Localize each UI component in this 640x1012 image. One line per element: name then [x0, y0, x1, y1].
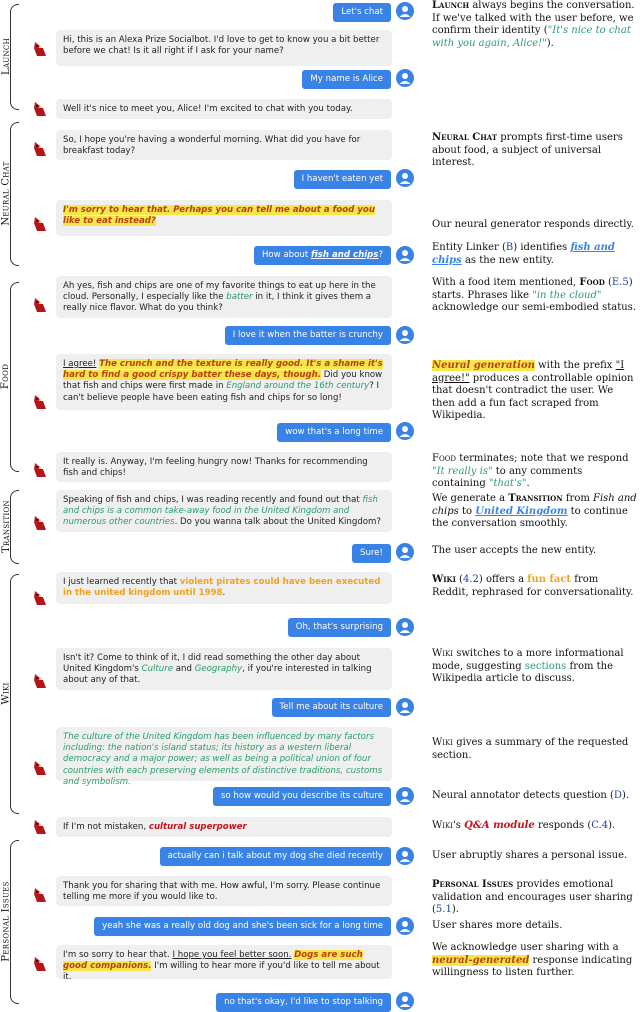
module-name: Transition — [508, 493, 563, 504]
bot-message — [56, 276, 392, 318]
annotation-wiki-informational — [432, 648, 638, 686]
user-message-text: How about — [261, 250, 311, 260]
annotation-quote: "that's" — [488, 478, 527, 489]
user-message-text: Tell me about its culture — [279, 702, 383, 712]
bot-message-text: and — [173, 664, 195, 675]
bot-message-text: I just learned recently that — [63, 577, 180, 587]
user-message-text: I love it when the batter is crunchy — [232, 330, 383, 340]
section-neural-chat-text: Neural Chat — [0, 160, 12, 226]
annotation-text: ). — [608, 820, 616, 831]
cardinal-bird-icon — [31, 461, 49, 479]
user-message — [254, 246, 391, 265]
cardinal-bird-icon — [31, 955, 49, 973]
annotation-qa-module — [432, 820, 638, 833]
user-message-text: I haven't eaten yet — [301, 174, 383, 184]
bot-message — [56, 30, 392, 66]
annotation-text: We generate a — [432, 493, 509, 504]
section-ref-link[interactable]: 4.2 — [462, 574, 479, 585]
bot-message-text: , if you're interested in talking about any of that. — [63, 664, 372, 686]
bot-message-text: Speaking of fish and chips, I was reading recently and found out that — [63, 495, 363, 505]
section-ref-link[interactable]: 5.1 — [435, 904, 452, 915]
annotation-transition — [432, 493, 638, 531]
user-avatar-icon — [396, 618, 414, 636]
user-message — [288, 618, 391, 637]
qa-answer-text: cultural superpower — [148, 822, 247, 832]
annotation-text: from Reddit, rephrased for conversationality. — [432, 574, 634, 598]
annotation-text: to continue the conversation smoothly. — [432, 505, 628, 529]
cardinal-bird-icon — [31, 514, 49, 532]
cardinal-bird-icon — [31, 589, 49, 607]
cardinal-bird-icon — [31, 140, 49, 158]
annotation-text: Entity Linker ( — [432, 242, 506, 253]
user-message-text: yeah she was a really old dog and she's been sick for a long time — [102, 921, 383, 931]
cardinal-bird-icon — [31, 296, 49, 314]
annotation-text: acknowledge our semi-embodied status. — [432, 302, 636, 313]
user-avatar-icon — [396, 787, 414, 805]
module-name: Neural Chat — [432, 132, 498, 143]
bot-message — [56, 99, 392, 119]
annotation-personal-issues — [432, 879, 638, 917]
annotation-text: from — [562, 493, 593, 504]
annotation-sections: sections — [524, 660, 567, 672]
bot-message-text: Thank you for sharing that with me. How awful, I'm sorry. Please continue telling me more if you would like to. — [63, 881, 381, 903]
annotation-food — [432, 277, 638, 315]
user-message-text: ? — [378, 250, 383, 260]
annotation-neural-chat — [432, 132, 638, 170]
user-message-text: actually can i talk about my dog she died recently — [167, 851, 383, 861]
bot-message — [56, 945, 392, 983]
section-brace-personal — [10, 840, 19, 1004]
annotation-quote: "I agree!" — [432, 360, 625, 384]
user-message-text: My name is Alice — [310, 74, 383, 84]
section-brace-neural-chat — [10, 122, 19, 266]
section-brace-launch — [10, 4, 19, 110]
wiki-summary-text: The culture of the United Kingdom has been influenced by many factors including: the nation's island status; its history as a western liberal democracy and a major power; as well as being a political union of four countries with each preserving elements of distinctive traditions, customs and symbolism. — [63, 732, 383, 787]
user-message — [216, 993, 391, 1012]
bot-message — [56, 876, 392, 906]
user-avatar-icon — [396, 992, 414, 1010]
annotation-text: ). — [621, 790, 630, 801]
annotation-food-terminates — [432, 453, 638, 491]
neural-generated-text: The crunch and the texture is really good. It's a shame it's hard to find a good crispy batter these days, though. — [63, 359, 383, 381]
annotation-wiki-summary — [432, 737, 638, 762]
user-avatar-icon — [396, 246, 414, 264]
cardinal-bird-icon — [31, 100, 49, 118]
section-ref-link[interactable]: C.4 — [591, 820, 609, 831]
cardinal-bird-icon — [31, 40, 49, 58]
annotation-text: ). — [546, 37, 554, 49]
prefix-text: I hope you feel better soon. — [172, 950, 292, 960]
annotation-text: User shares more details. — [432, 920, 563, 931]
annotation-text: Neural annotator detects question ( — [432, 790, 614, 801]
module-name: Food — [432, 453, 457, 464]
annotation-quote: "It's nice to chat with you again, Alice!" — [432, 25, 631, 49]
bot-message-text: Isn't it? Come to think of it, I did read something the other day about United Kingdom's — [63, 653, 360, 675]
annotation-neural-generation — [432, 360, 638, 423]
annotation-text: prompts first-time users about food, a subject of universal interest. — [432, 132, 623, 168]
module-name: Wiki — [432, 574, 456, 585]
module-name: Wiki — [432, 820, 454, 831]
user-avatar-icon — [396, 2, 414, 20]
annotation-text: as the new entity. — [461, 254, 554, 266]
annotation-user-accepts — [432, 545, 638, 558]
cardinal-bird-icon — [31, 215, 49, 233]
section-personal-text: Personal Issues — [0, 880, 12, 962]
section-food-text: Food — [0, 363, 12, 389]
annotation-entity-linker — [432, 242, 638, 267]
annotation-text: User abruptly shares a personal issue. — [432, 850, 628, 861]
annotation-text: responds ( — [534, 820, 592, 831]
bot-message-text: I'm sorry to hear that. Perhaps you can tell me about a food you like to eat instead? — [63, 205, 375, 227]
bot-message-text: Ah yes, fish and chips are one of my favorite things to eat up here in the cloud. Personally, I especially like the — [63, 281, 376, 303]
user-message-text: wow that's a long time — [285, 427, 383, 437]
qa-module-label: Q&A module — [464, 820, 535, 831]
annotation-quote: "It really is" — [432, 465, 493, 477]
neural-generation-label: neural-generated — [432, 954, 530, 966]
user-message — [294, 170, 391, 189]
annotation-text: to — [458, 505, 476, 517]
annotation-text: ( — [455, 574, 463, 585]
annotation-text: response indicating willingness to listen further. — [432, 954, 633, 978]
user-message-text: so how would you describe its culture — [220, 791, 383, 801]
user-message — [352, 544, 391, 563]
user-message — [94, 917, 391, 936]
entity-highlight: batter — [226, 292, 253, 303]
module-name: Food — [579, 277, 605, 288]
bot-message — [56, 817, 392, 837]
annotation-wiki-fun-fact — [432, 574, 638, 599]
annotation-text: to any comments containing — [432, 465, 583, 489]
entity-mention: United Kingdom — [475, 505, 568, 517]
user-message-text: Let's chat — [341, 7, 383, 17]
annotation-text: provides emotional validation and encourages user sharing ( — [432, 879, 633, 915]
user-avatar-icon — [396, 917, 414, 935]
annotation-text: terminates; note that we respond — [456, 453, 629, 464]
annotation-text: . — [526, 478, 530, 489]
bot-message — [56, 572, 392, 604]
bot-message-text: Well it's nice to meet you, Alice! I'm excited to chat with you today. — [63, 104, 353, 114]
annotation-text: With a food item mentioned, — [432, 277, 580, 288]
section-brace-food — [10, 282, 19, 472]
cardinal-bird-icon — [31, 886, 49, 904]
annotation-question-detect — [432, 790, 638, 803]
annotation-text: produces a controllable opinion that doesn't contradict the user. We then add a fun fact scraped from Wikipedia. — [432, 372, 634, 421]
bot-message-text: . Do you wanna talk about the United Kingdom? — [174, 517, 381, 528]
entity-highlight: fish and chips is a common take-away food in the United Kingdom and numerous other countries — [63, 495, 378, 528]
module-name: Personal Issues — [432, 879, 514, 890]
bot-message-text: It really is. Anyway, I'm feeling hungry now! Thanks for recommending fish and chips! — [63, 457, 368, 479]
bot-message — [56, 648, 392, 690]
section-ref-link[interactable]: B — [505, 242, 514, 253]
section-suggestion: Culture — [141, 664, 174, 675]
annotation-quote: "in the cloud" — [532, 289, 602, 301]
entity-mention: fish and chips — [310, 250, 379, 260]
annotation-text: ) offers a — [478, 574, 528, 585]
annotation-text: ( — [604, 277, 612, 288]
bot-message — [56, 490, 392, 532]
user-message-text: Sure! — [360, 548, 383, 558]
section-launch-text: Launch — [0, 37, 12, 75]
prefix-text: I agree! — [63, 359, 97, 369]
bot-message — [56, 727, 392, 787]
bot-message — [56, 354, 392, 410]
bot-message-text: I'm so sorry to hear that. — [63, 950, 173, 960]
annotation-text: ) identifies — [513, 242, 571, 253]
user-message — [277, 423, 391, 442]
annotation-text: 's — [453, 820, 465, 831]
entity-highlight: England around the 16th century — [226, 381, 370, 392]
section-brace-transition — [10, 490, 19, 564]
section-wiki-text: Wiki — [0, 681, 12, 705]
annotation-acknowledge — [432, 942, 638, 980]
module-name: Wiki — [432, 737, 454, 748]
user-message — [272, 698, 391, 717]
annotation-text: always begins the conversation. If we've talked with the user before, we confirm their identity ( — [432, 0, 635, 36]
annotation-text: The user accepts the new entity. — [432, 545, 597, 556]
section-brace-wiki — [10, 574, 19, 814]
bot-message-text: in it, I think it gives them a really nice flavor. What do you think? — [63, 292, 372, 314]
annotation-text: We acknowledge user sharing with a — [432, 942, 619, 953]
section-ref-link[interactable]: D — [613, 790, 622, 801]
section-transition-text: Transition — [0, 499, 12, 553]
user-avatar-icon — [396, 543, 414, 561]
user-message — [225, 326, 391, 345]
annotation-text: ) starts. Phrases like — [432, 277, 633, 301]
section-suggestion: Geography — [194, 664, 243, 675]
user-message — [160, 847, 392, 866]
user-avatar-icon — [396, 698, 414, 716]
user-avatar-icon — [396, 69, 414, 87]
section-ref-link[interactable]: E.5 — [611, 277, 629, 288]
bot-message — [56, 200, 392, 236]
annotation-text: Our neural generator responds directly. — [432, 219, 634, 230]
annotation-text: ). — [451, 904, 459, 915]
annotation-text: gives a summary of the requested section. — [432, 737, 629, 761]
neural-generated-text: Dogs are such good companions. — [63, 950, 363, 972]
cardinal-bird-icon — [31, 393, 49, 411]
user-avatar-icon — [396, 169, 414, 187]
user-message-text: Oh, that's surprising — [295, 622, 383, 632]
cardinal-bird-icon — [31, 818, 49, 836]
bot-message-text: Hi, this is an Alexa Prize Socialbot. I'd love to get to know you a bit better before we chat! Is it all right if I ask for your name? — [63, 35, 380, 57]
annotation-launch — [432, 0, 638, 50]
annotation-user-details — [432, 920, 638, 933]
fun-fact-text: violent pirates could have been executed in the united kingdom until 1998 — [63, 577, 381, 599]
user-message-text: no that's okay, I'd like to stop talking — [224, 997, 383, 1007]
annotation-entity: Fish and chips — [432, 493, 637, 517]
bot-message-text: I'm willing to hear more if you'd like to tell me about it. — [63, 961, 380, 983]
user-message — [333, 3, 391, 22]
cardinal-bird-icon — [31, 672, 49, 690]
bot-message — [56, 130, 392, 160]
annotation-text: with the prefix — [534, 360, 616, 371]
bot-message — [56, 452, 392, 482]
neural-generation-label: Neural generation — [432, 360, 535, 371]
user-avatar-icon — [396, 422, 414, 440]
bot-message-text: Did you know that fish and chips were first made in — [63, 370, 383, 392]
bot-message-text: So, I hope you're having a wonderful morning. What did you have for breakfast today? — [63, 135, 361, 157]
entity-mention: fish and chips — [432, 242, 615, 266]
fun-fact-label: fun fact — [527, 574, 572, 585]
user-avatar-icon — [396, 847, 414, 865]
module-name: Launch — [432, 0, 470, 11]
annotation-neural-generator — [432, 219, 638, 232]
annotation-text: from the Wikipedia article to discuss. — [432, 660, 614, 684]
bot-message-text: . — [222, 588, 226, 599]
bot-message-text: If I'm not mistaken, — [63, 822, 149, 832]
user-message — [213, 787, 391, 806]
annotation-text: switches to a more informational mode, suggesting — [432, 648, 624, 672]
user-avatar-icon — [396, 326, 414, 344]
user-message — [302, 70, 391, 89]
cardinal-bird-icon — [31, 759, 49, 777]
bot-message-text: ? I can't believe people have been eating fish and chips for so long! — [63, 381, 380, 403]
annotation-user-shares — [432, 850, 638, 863]
module-name: Wiki — [432, 648, 454, 659]
